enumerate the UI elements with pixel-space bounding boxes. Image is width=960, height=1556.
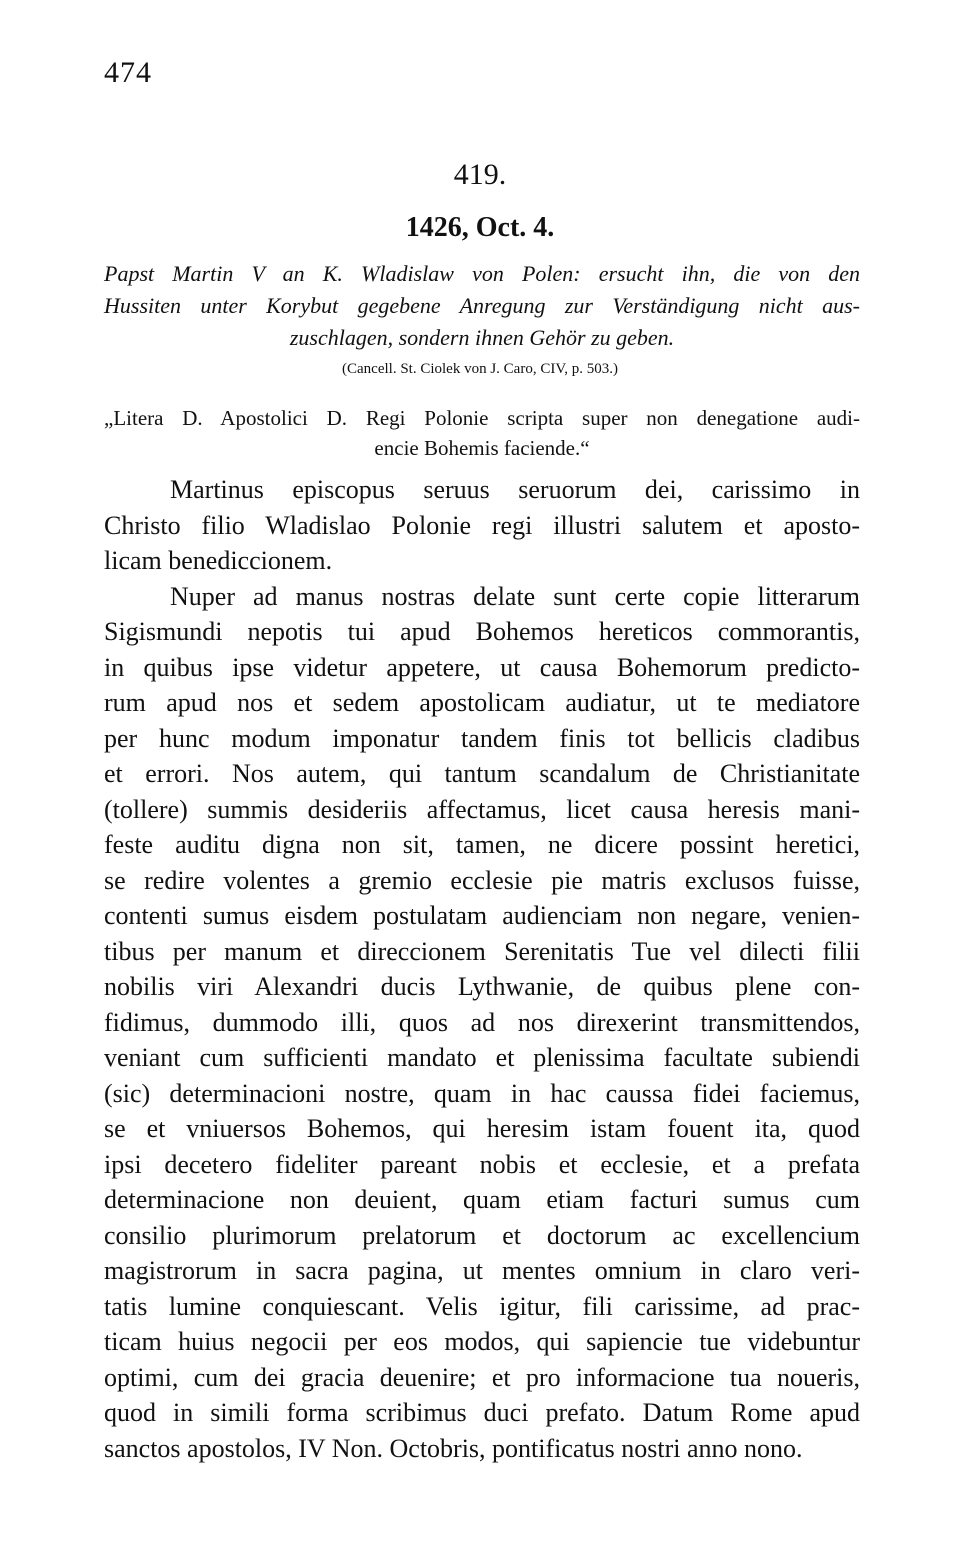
regest-summary: [104, 258, 860, 354]
source-citation: (Cancell. St. Ciolek von J. Caro, CIV, p. 503.): [342, 361, 618, 377]
body-line: Sigismundi nepotis tui apud Bohemos hereticos commorantis,: [104, 617, 860, 646]
body-line: magistrorum in sacra pagina, ut mentes omnium in claro veri-: [104, 1256, 860, 1285]
body-line: feste auditu digna non sit, tamen, ne dicere possint heretici,: [104, 830, 860, 859]
body-line: rum apud nos et sedem apostolicam audiatur, ut te mediatore: [104, 688, 860, 717]
body-line: determinacione non deuient, quam etiam facturi sumus cum: [104, 1185, 860, 1214]
body-line: Christo filio Wladislao Polonie regi illustri salutem et aposto-: [104, 510, 860, 540]
rubric-line: encie Bohemis faciende.“: [374, 436, 590, 460]
body-line: (tollere) summis desideriis affectamus, licet causa heresis mani-: [104, 794, 860, 824]
body-line: per hunc modum imponatur tandem finis tot bellicis cladibus: [104, 723, 860, 753]
body-line: nobilis viri Alexandri ducis Lythwanie, de quibus plene con-: [104, 972, 860, 1001]
body-line: ticam huius negocii per eos modos, qui sapiencie tue videbuntur: [104, 1327, 860, 1356]
letter-body: [104, 472, 860, 1466]
body-line: fidimus, dummodo illi, quos ad nos direxerint transmittendos,: [104, 1007, 860, 1037]
document-number: 419.: [453, 158, 507, 191]
regest-line: zuschlagen, sondern ihnen Gehör zu geben.: [289, 325, 675, 350]
body-line: et errori. Nos autem, qui tantum scandalum de Christianitate: [104, 759, 860, 788]
body-line: tibus per manum et direccionem Serenitatis Tue vel dilecti filii: [104, 936, 860, 966]
body-line: in quibus ipse videtur appetere, ut causa Bohemorum predicto-: [104, 652, 860, 682]
body-line: se et vniuersos Bohemos, qui heresim istam fouent ita, quod: [104, 1114, 860, 1143]
body-line: consilio plurimorum prelatorum et doctorum ac excellencium: [104, 1220, 860, 1250]
body-line: quod in simili forma scribimus duci prefato. Datum Rome apud: [104, 1398, 860, 1427]
rubric-line: „Litera D. Apostolici D. Regi Polonie scripta super non denegatione audi-: [104, 406, 860, 430]
page-number: 474: [104, 56, 152, 89]
rubric: [104, 403, 860, 463]
body-line: sanctos apostolos, IV Non. Octobris, pontificatus nostri anno nono.: [104, 1433, 803, 1463]
body-line: se redire volentes a gremio ecclesie pie matris exclusos fuisse,: [104, 865, 860, 895]
body-line: Martinus episcopus seruus seruorum dei, carissimo in: [170, 475, 860, 504]
body-line: ipsi decetero fideliter pareant nobis et ecclesie, et a prefata: [104, 1149, 860, 1179]
document-date: 1426, Oct. 4.: [405, 212, 555, 243]
body-line: Nuper ad manus nostras delate sunt certe copie litterarum: [170, 581, 860, 611]
regest-line: Papst Martin V an K. Wladislaw von Polen: ersucht ihn, die von den: [104, 261, 860, 286]
body-line: veniant cum sufficienti mandato et plenissima facultate subiendi: [104, 1043, 860, 1072]
body-line: tatis lumine conquiescant. Velis igitur, fili carissime, ad prac-: [104, 1291, 860, 1321]
regest-line: Hussiten unter Korybut gegebene Anregung zur Verständigung nicht aus-: [104, 293, 860, 318]
body-line: licam benediccionem.: [104, 546, 333, 575]
body-line: contenti sumus eisdem postulatam audienciam non negare, venien-: [104, 901, 860, 930]
body-line: optimi, cum dei gracia deuenire; et pro informacione tua noueris,: [104, 1362, 860, 1392]
body-line: (sic) determinacioni nostre, quam in hac caussa fidei faciemus,: [104, 1078, 860, 1108]
